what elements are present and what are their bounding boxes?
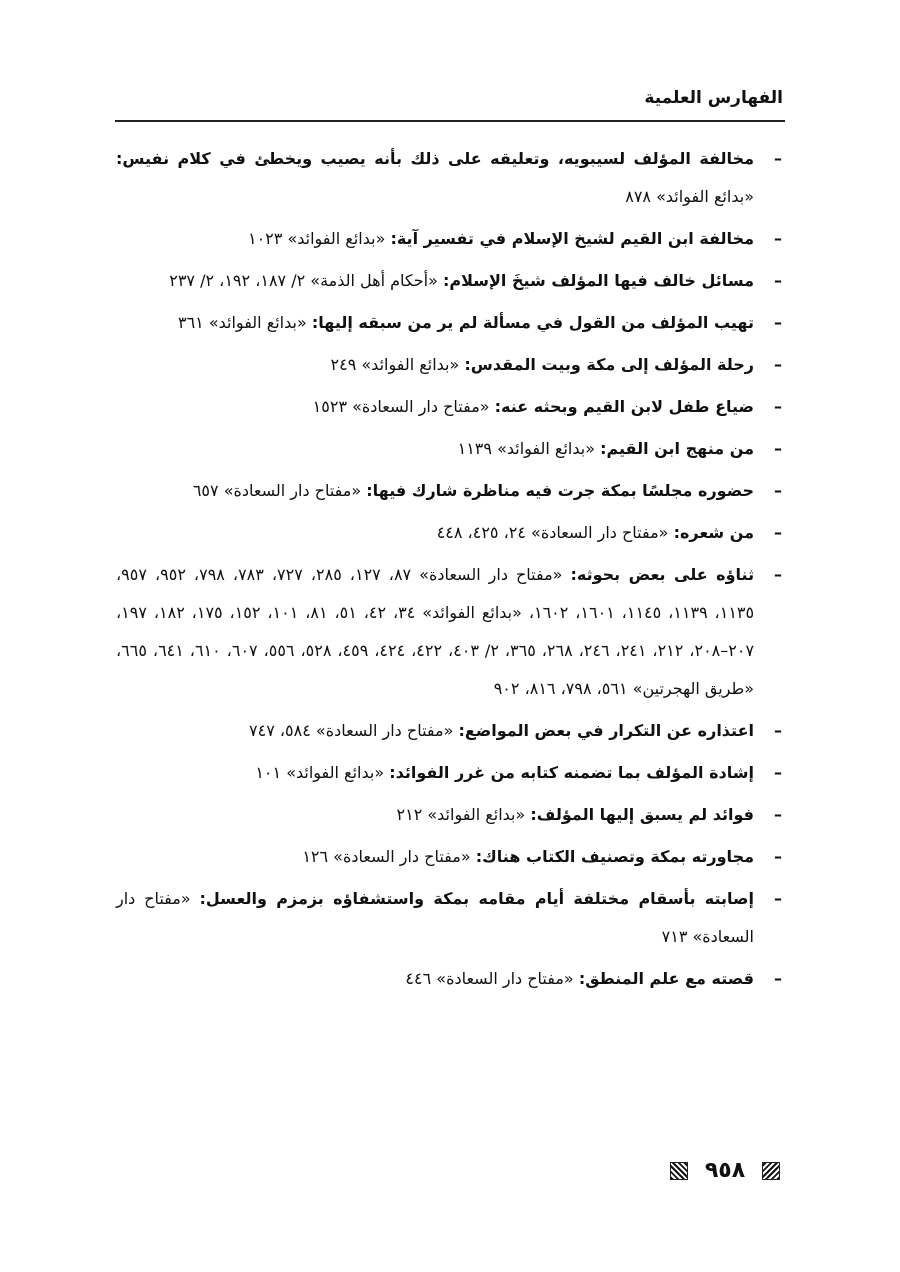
page-number: ٩٥٨	[704, 1158, 746, 1183]
entry-subject: فوائد لم يسبق إليها المؤلف:	[530, 805, 754, 824]
page-number-block	[670, 1158, 780, 1183]
entry-subject: مخالفة المؤلف لسيبويه، وتعليقه على ذلك بأنه يصيب ويخطئ في كلام نفيس:	[116, 149, 754, 168]
entry-subject: من شعره:	[673, 523, 754, 542]
entry-reference: «مفتاح دار السعادة» ١٢٦	[302, 847, 471, 866]
index-entry	[116, 304, 784, 342]
entry-reference: «مفتاح دار السعادة» ١٥٢٣	[312, 397, 490, 416]
index-list	[116, 140, 784, 1002]
entry-subject: مجاورته بمكة وتصنيف الكتاب هناك:	[475, 847, 754, 866]
entry-subject: ثناؤه على بعض بحوثه:	[570, 565, 755, 584]
entry-reference: «مفتاح دار السعادة» ٤٤٦	[405, 969, 574, 988]
entry-subject: من منهج ابن القيم:	[600, 439, 754, 458]
index-entry	[116, 346, 784, 384]
entry-reference: «بدائع الفوائد» ٣٦١	[177, 313, 307, 332]
entry-subject: اعتذاره عن التكرار في بعض المواضع:	[458, 721, 754, 740]
index-entry	[116, 140, 784, 216]
index-entry	[116, 220, 784, 258]
entry-subject: مسائل خالف فيها المؤلف شيخَ الإسلام:	[442, 271, 754, 290]
index-entry	[116, 754, 784, 792]
index-entry	[116, 472, 784, 510]
index-entry	[116, 514, 784, 552]
entry-reference: «مفتاح دار السعادة» ٢٤، ٤٢٥، ٤٤٨	[436, 523, 669, 542]
entry-reference: «بدائع الفوائد» ١٠٢٣	[247, 229, 386, 248]
ornament-icon	[762, 1162, 780, 1180]
header-rule	[115, 120, 785, 122]
running-title: الفهارس العلمية	[644, 88, 783, 108]
index-entry	[116, 388, 784, 426]
index-entry	[116, 880, 784, 956]
entry-reference: «بدائع الفوائد» ٨٧٨	[625, 187, 754, 206]
entry-reference: «مفتاح دار السعادة» ٥٨٤، ٧٤٧	[249, 721, 454, 740]
entry-subject: إصابته بأسقام مختلفة أيام مقامه بمكة واستشفاؤه بزمزم والعسل:	[199, 889, 754, 908]
entry-subject: ضياع طفل لابن القيم وبحثه عنه:	[494, 397, 754, 416]
index-entry	[116, 838, 784, 876]
entry-subject: إشادة المؤلف بما تضمنه كتابه من غرر الفوائد:	[389, 763, 754, 782]
index-entry	[116, 556, 784, 708]
entry-reference: «أحكام أهل الذمة» ٢/ ١٨٧، ١٩٢، ٢/ ٢٣٧	[169, 271, 438, 290]
entry-reference: «بدائع الفوائد» ١٠١	[255, 763, 385, 782]
entry-subject: حضوره مجلسًا بمكة جرت فيه مناظرة شارك فيها:	[366, 481, 754, 500]
entry-subject: رحلة المؤلف إلى مكة وبيت المقدس:	[464, 355, 754, 374]
ornament-icon	[670, 1162, 688, 1180]
entry-reference: «بدائع الفوائد» ١١٣٩	[457, 439, 595, 458]
entry-reference: «بدائع الفوائد» ٢٤٩	[330, 355, 460, 374]
index-entry	[116, 960, 784, 998]
index-entry	[116, 430, 784, 468]
entry-reference: «مفتاح دار السعادة» ٦٥٧	[192, 481, 362, 500]
entry-reference: «بدائع الفوائد» ٢١٢	[396, 805, 526, 824]
entry-reference: «مفتاح دار السعادة» ٧١٣	[116, 889, 754, 946]
index-entry	[116, 712, 784, 750]
entry-reference: «مفتاح دار السعادة» ٨٧، ١٢٧، ٢٨٥، ٧٢٧، ٧٨٣، ٧٩٨، ٩٥٢، ٩٥٧، ١١٣٥، ١١٣٩، ١١٤٥، ١٦٠١، ١٦٠٢، «بدائع الفوائد» ٣٤، ٤٢، ٥١، ٨١، ١٠١، ١٥٢، ١٧٥، ١٨٢، ١٩٧، ٢٠٧–٢٠٨، ٢١٢، ٢٤١، ٢٤٦، ٢٦٨، ٣٦٥، ٢/ ٤٠٣، ٤٢٢، ٤٢٤، ٤٥٩، ٥٢٨، ٥٥٦، ٦٠٧، ٦١٠، ٦٤١، ٦٦٥، «طريق الهجرتين» ٥٦١، ٧٩٨، ٨١٦، ٩٠٢	[116, 565, 755, 698]
index-entry	[116, 262, 784, 300]
entry-subject: قصته مع علم المنطق:	[578, 969, 754, 988]
entry-subject: تهيب المؤلف من القول في مسألة لم ير من سبقه إليها:	[311, 313, 754, 332]
index-entry	[116, 796, 784, 834]
entry-subject: مخالفة ابن القيم لشيخ الإسلام في تفسير آية:	[390, 229, 754, 248]
